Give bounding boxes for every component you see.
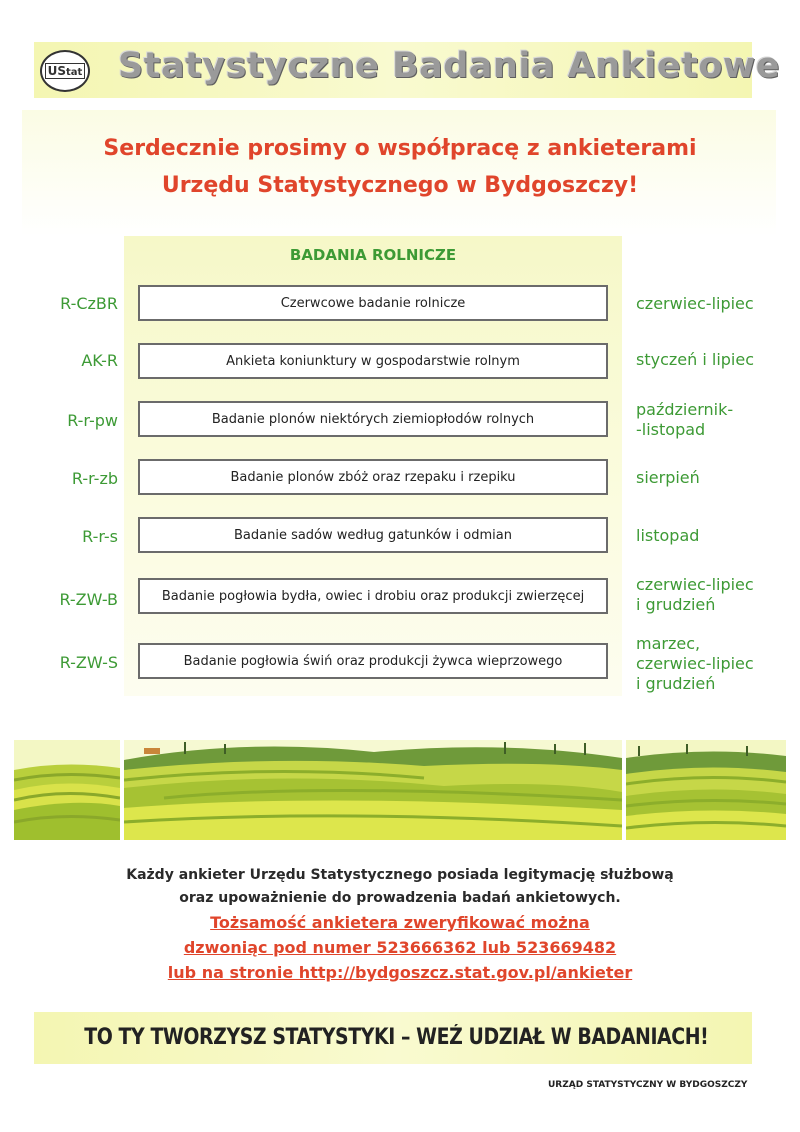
- page-title: Statystyczne Badania Ankietowe: [118, 46, 780, 86]
- survey-period-line: listopad: [636, 526, 700, 545]
- survey-name-box: Czerwcowe badanie rolnicze: [138, 285, 608, 321]
- survey-name-box: Badanie plonów niektórych ziemiopłodów rolnych: [138, 401, 608, 437]
- survey-name-box: Badanie pogłowia świń oraz produkcji żywca wieprzowego: [138, 643, 608, 679]
- survey-name-box: Badanie plonów zbóż oraz rzepaku i rzepiku: [138, 459, 608, 495]
- survey-period-line: październik-: [636, 400, 734, 419]
- survey-name-box: Badanie sadów według gatunków i odmian: [138, 517, 608, 553]
- survey-code: R-r-pw: [67, 411, 118, 430]
- survey-period-line: czerwiec-lipiec: [636, 575, 754, 594]
- survey-period-line: czerwiec-lipiec: [636, 294, 754, 313]
- survey-code: R-ZW-B: [59, 590, 118, 609]
- verification-url-link[interactable]: lub na stronie http://bydgoszcz.stat.gov.pl/ankieter: [167, 963, 633, 982]
- info-block: [0, 864, 800, 985]
- subtitle-line-2: Urzędu Statystycznego w Bydgoszczy!: [161, 173, 639, 198]
- survey-period-line: -listopad: [636, 420, 706, 439]
- survey-period: [636, 400, 786, 440]
- survey-period: [636, 526, 786, 546]
- subtitle-line-1: Serdecznie prosimy o współpracę z ankieterami: [103, 136, 697, 161]
- survey-period-line: i grudzień: [636, 595, 716, 614]
- office-name: URZĄD STATYSTYCZNY W BYDGOSZCZY: [548, 1080, 748, 1090]
- survey-name-box: Ankieta koniunktury w gospodarstwie rolnym: [138, 343, 608, 379]
- survey-period: [636, 294, 786, 314]
- ustat-logo-icon: UStat: [40, 50, 90, 92]
- survey-code: R-r-s: [82, 527, 118, 546]
- survey-period-line: czerwiec-lipiec: [636, 654, 754, 673]
- survey-period-line: sierpień: [636, 468, 700, 487]
- survey-period-line: marzec,: [636, 634, 701, 653]
- survey-code: AK-R: [81, 351, 118, 370]
- field-landscape-center: [124, 740, 622, 840]
- verification-phone-line: dzwoniąc pod numer 523666362 lub 523669482: [183, 938, 617, 957]
- survey-period: [636, 575, 786, 615]
- subtitle: [0, 130, 800, 204]
- survey-name-box: Badanie pogłowia bydła, owiec i drobiu oraz produkcji zwierzęcej: [138, 578, 608, 614]
- field-landscape-left: [14, 740, 120, 840]
- survey-period-line: styczeń i lipiec: [636, 350, 755, 369]
- survey-period-line: i grudzień: [636, 674, 716, 693]
- field-landscape-right: [626, 740, 786, 840]
- slogan: TO TY TWORZYSZ STATYSTYKI – WEŹ UDZIAŁ W BADANIACH!: [84, 1025, 709, 1050]
- survey-code: R-CzBR: [60, 294, 118, 313]
- survey-period: [636, 634, 786, 694]
- verification-line-1: Tożsamość ankietera zweryfikować można: [210, 913, 590, 932]
- section-title: BADANIA ROLNICZE: [289, 246, 457, 264]
- survey-code: R-ZW-S: [59, 653, 118, 672]
- info-line-1: Każdy ankieter Urzędu Statystycznego posiada legitymację służbową: [126, 867, 674, 883]
- survey-period: [636, 350, 786, 370]
- survey-period: [636, 468, 786, 488]
- survey-code: R-r-zb: [71, 469, 118, 488]
- info-line-2: oraz upoważnienie do prowadzenia badań ankietowych.: [179, 890, 621, 906]
